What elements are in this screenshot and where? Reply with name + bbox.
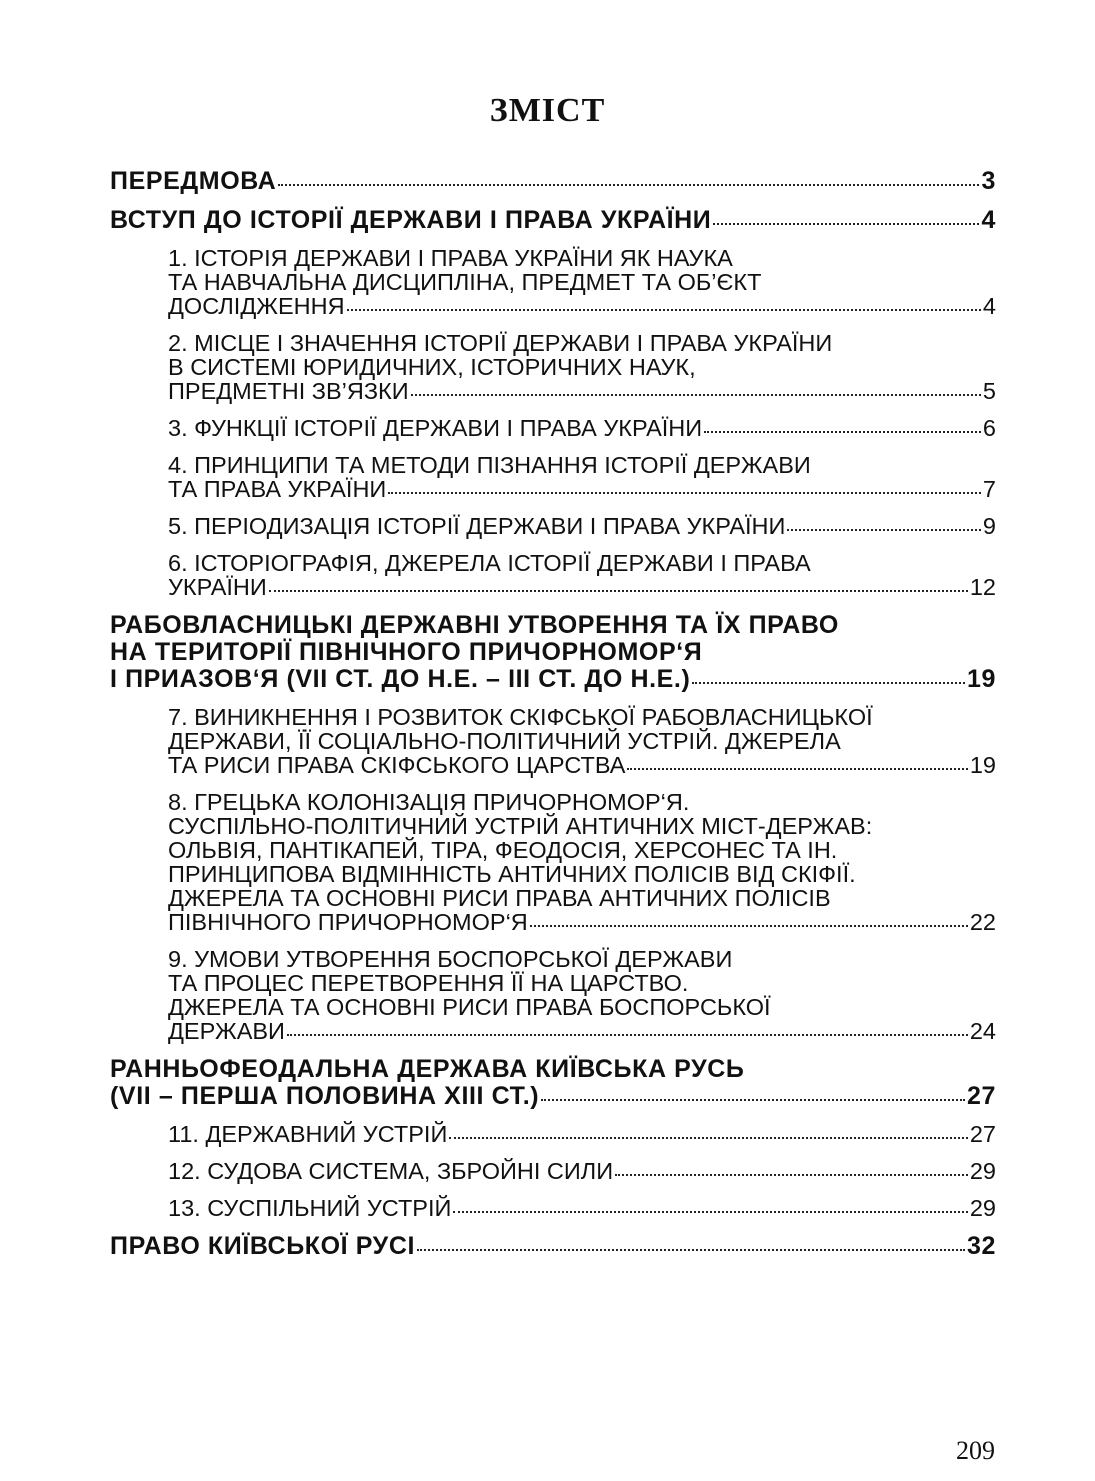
page-title: ЗМІСТ xyxy=(489,92,606,129)
dot-leader xyxy=(449,1137,968,1139)
toc-entry-line: 6. ІСТОРІОГРАФІЯ, ДЖЕРЕЛА ІСТОРІЇ ДЕРЖАВИ І ПРАВА xyxy=(168,550,811,576)
dot-leader xyxy=(278,184,979,186)
toc-entry-line: 9. УМОВИ УТВОРЕННЯ БОСПОРСЬКОЇ ДЕРЖАВИ xyxy=(168,946,733,972)
toc-entry-last-line xyxy=(110,207,996,234)
toc-entry-line: 3. ФУНКЦІЇ ІСТОРІЇ ДЕРЖАВИ І ПРАВА УКРАЇНИ xyxy=(168,415,703,441)
toc-entry-line: РАБОВЛАСНИЦЬКІ ДЕРЖАВНІ УТВОРЕННЯ ТА ЇХ ПРАВО xyxy=(110,611,839,639)
toc-entry-line: ТА ПРАВА УКРАЇНИ xyxy=(168,476,387,502)
toc-entry-line: ТА РИСИ ПРАВА СКІФСЬКОГО ЦАРСТВА xyxy=(168,752,626,778)
toc-subsection-entry xyxy=(168,453,996,501)
toc-entry-line: 7. ВИНИКНЕННЯ І РОЗВИТОК СКІФСЬКОЇ РАБОВЛАСНИЦЬКОЇ xyxy=(168,704,873,730)
toc-entry-line: НА ТЕРИТОРІЇ ПІВНІЧНОГО ПРИЧОРНОМОР‘Я xyxy=(110,638,703,666)
toc-page-number: 27 xyxy=(966,1082,996,1110)
toc-entry-line: ДЕРЖАВИ xyxy=(168,1018,285,1044)
toc-entry-last-line xyxy=(168,575,996,599)
toc-entry-line: І ПРИАЗОВ‘Я (VII СТ. ДО Н.Е. – III СТ. ДО Н.Е.) xyxy=(110,665,691,693)
toc-entry-last-line xyxy=(168,477,996,501)
dot-leader xyxy=(615,1174,968,1176)
table-of-contents xyxy=(110,168,996,1272)
toc-entry-last-line xyxy=(110,168,996,195)
toc-entry-line: ОЛЬВІЯ, ПАНТІКАПЕЙ, ТІРА, ФЕОДОСІЯ, ХЕРСОНЕС ТА ІН. xyxy=(168,837,838,863)
toc-entry-last-line xyxy=(168,753,996,777)
toc-page-number: 27 xyxy=(969,1121,996,1147)
toc-entry-line: 5. ПЕРІОДИЗАЦІЯ ІСТОРІЇ ДЕРЖАВИ І ПРАВА УКРАЇНИ xyxy=(168,513,786,539)
dot-leader xyxy=(541,1099,965,1101)
toc-entry-last-line xyxy=(168,294,996,318)
toc-section-entry xyxy=(110,207,996,234)
toc-entry-last-line xyxy=(110,1233,996,1260)
dot-leader xyxy=(417,1249,965,1251)
toc-entry-line: ПЕРЕДМОВА xyxy=(110,167,277,195)
toc-section-entry xyxy=(110,168,996,195)
page-number: 209 xyxy=(956,1436,995,1465)
toc-page-number: 29 xyxy=(969,1158,996,1184)
toc-page-number: 5 xyxy=(982,378,996,404)
toc-entry-line: ПІВНІЧНОГО ПРИЧОРНОМОР‘Я xyxy=(168,909,528,935)
toc-page-number: 4 xyxy=(982,293,996,319)
dot-leader xyxy=(347,309,981,311)
toc-entry-line: 2. МІСЦЕ І ЗНАЧЕННЯ ІСТОРІЇ ДЕРЖАВИ І ПРАВА УКРАЇНИ xyxy=(168,330,833,356)
toc-page-number: 22 xyxy=(969,909,996,935)
toc-page-number: 24 xyxy=(969,1018,996,1044)
toc-subsection-entry xyxy=(168,1122,996,1146)
toc-section-entry xyxy=(110,612,996,693)
dot-leader xyxy=(627,768,967,770)
toc-entry-line: УКРАЇНИ xyxy=(168,574,267,600)
toc-entry-line: 12. СУДОВА СИСТЕМА, ЗБРОЙНІ СИЛИ xyxy=(168,1158,614,1184)
toc-entry-line: ПРЕДМЕТНІ ЗВ’ЯЗКИ xyxy=(168,378,409,404)
toc-entry-line: ПРИНЦИПОВА ВІДМІННІСТЬ АНТИЧНИХ ПОЛІСІВ ВІД СКІФІЇ. xyxy=(168,861,856,887)
toc-page-number: 3 xyxy=(981,167,996,195)
toc-subsection-entry xyxy=(168,416,996,440)
toc-entry-line: 13. СУСПІЛЬНИЙ УСТРІЙ xyxy=(168,1195,452,1221)
toc-subsection-entry xyxy=(168,514,996,538)
dot-leader xyxy=(453,1211,967,1213)
toc-page-number: 9 xyxy=(982,513,996,539)
toc-entry-line: ПРАВО КИЇВСЬКОЇ РУСІ xyxy=(110,1232,416,1260)
dot-leader xyxy=(704,431,981,433)
toc-subsection-entry xyxy=(168,947,996,1043)
toc-entry-line: ДЖЕРЕЛА ТА ОСНОВНІ РИСИ ПРАВА АНТИЧНИХ ПОЛІСІВ xyxy=(168,885,831,911)
toc-entry-last-line xyxy=(168,910,996,934)
toc-subsection-entry xyxy=(168,1159,996,1183)
toc-entry-last-line xyxy=(168,1196,996,1220)
toc-entry-line: 8. ГРЕЦЬКА КОЛОНІЗАЦІЯ ПРИЧОРНОМОР‘Я. xyxy=(168,789,690,815)
dot-leader xyxy=(530,925,968,927)
toc-subsection-entry xyxy=(168,790,996,934)
toc-page-number: 32 xyxy=(966,1232,996,1260)
toc-entry-last-line xyxy=(168,416,996,440)
toc-entry-last-line xyxy=(168,1122,996,1146)
toc-entry-last-line xyxy=(110,666,996,693)
toc-subsection-entry xyxy=(168,1196,996,1220)
toc-entry-line: СУСПІЛЬНО-ПОЛІТИЧНИЙ УСТРІЙ АНТИЧНИХ МІСТ-ДЕРЖАВ: xyxy=(168,813,873,839)
toc-subsection-entry xyxy=(168,551,996,599)
toc-section-entry xyxy=(110,1233,996,1260)
dot-leader xyxy=(411,394,981,396)
dot-leader xyxy=(692,682,965,684)
toc-entry-last-line xyxy=(168,379,996,403)
toc-page-number: 6 xyxy=(982,415,996,441)
toc-entry-line: ДЖЕРЕЛА ТА ОСНОВНІ РИСИ ПРАВА БОСПОРСЬКОЇ xyxy=(168,994,771,1020)
toc-page-number: 19 xyxy=(966,665,996,693)
toc-entry-line: В СИСТЕМІ ЮРИДИЧНИХ, ІСТОРИЧНИХ НАУК, xyxy=(168,354,696,380)
toc-subsection-entry xyxy=(168,705,996,777)
toc-entry-line: 4. ПРИНЦИПИ ТА МЕТОДИ ПІЗНАННЯ ІСТОРІЇ ДЕРЖАВИ xyxy=(168,452,811,478)
toc-entry-line: (VII – ПЕРША ПОЛОВИНА XIII СТ.) xyxy=(110,1082,540,1110)
toc-entry-last-line xyxy=(168,514,996,538)
toc-entry-line: ДОСЛІДЖЕННЯ xyxy=(168,293,345,319)
toc-page-number: 29 xyxy=(969,1195,996,1221)
toc-entry-line: ТА НАВЧАЛЬНА ДИСЦИПЛІНА, ПРЕДМЕТ ТА ОБ’ЄКТ xyxy=(168,269,762,295)
toc-section-entry xyxy=(110,1056,996,1110)
toc-page-number: 19 xyxy=(969,752,996,778)
toc-entry-line: ДЕРЖАВИ, ЇЇ СОЦІАЛЬНО-ПОЛІТИЧНИЙ УСТРІЙ. ДЖЕРЕЛА xyxy=(168,728,841,754)
toc-entry-line: 1. ІСТОРІЯ ДЕРЖАВИ І ПРАВА УКРАЇНИ ЯК НАУКА xyxy=(168,245,733,271)
toc-entry-last-line xyxy=(168,1019,996,1043)
toc-page-number: 7 xyxy=(982,476,996,502)
toc-entry-line: 11. ДЕРЖАВНИЙ УСТРІЙ xyxy=(168,1121,448,1147)
dot-leader xyxy=(269,590,968,592)
toc-page-number: 4 xyxy=(981,206,996,234)
dot-leader xyxy=(388,492,981,494)
dot-leader xyxy=(287,1034,968,1036)
toc-entry-last-line xyxy=(110,1083,996,1110)
toc-entry-last-line xyxy=(168,1159,996,1183)
dot-leader xyxy=(787,529,981,531)
toc-page-number: 12 xyxy=(969,574,996,600)
toc-subsection-entry xyxy=(168,331,996,403)
toc-entry-line: ТА ПРОЦЕС ПЕРЕТВОРЕННЯ ЇЇ НА ЦАРСТВО. xyxy=(168,970,689,996)
toc-subsection-entry xyxy=(168,246,996,318)
dot-leader xyxy=(713,223,979,225)
toc-entry-line: ВСТУП ДО ІСТОРІЇ ДЕРЖАВИ І ПРАВА УКРАЇНИ xyxy=(110,206,712,234)
toc-entry-line: РАННЬОФЕОДАЛЬНА ДЕРЖАВА КИЇВСЬКА РУСЬ xyxy=(110,1055,745,1083)
